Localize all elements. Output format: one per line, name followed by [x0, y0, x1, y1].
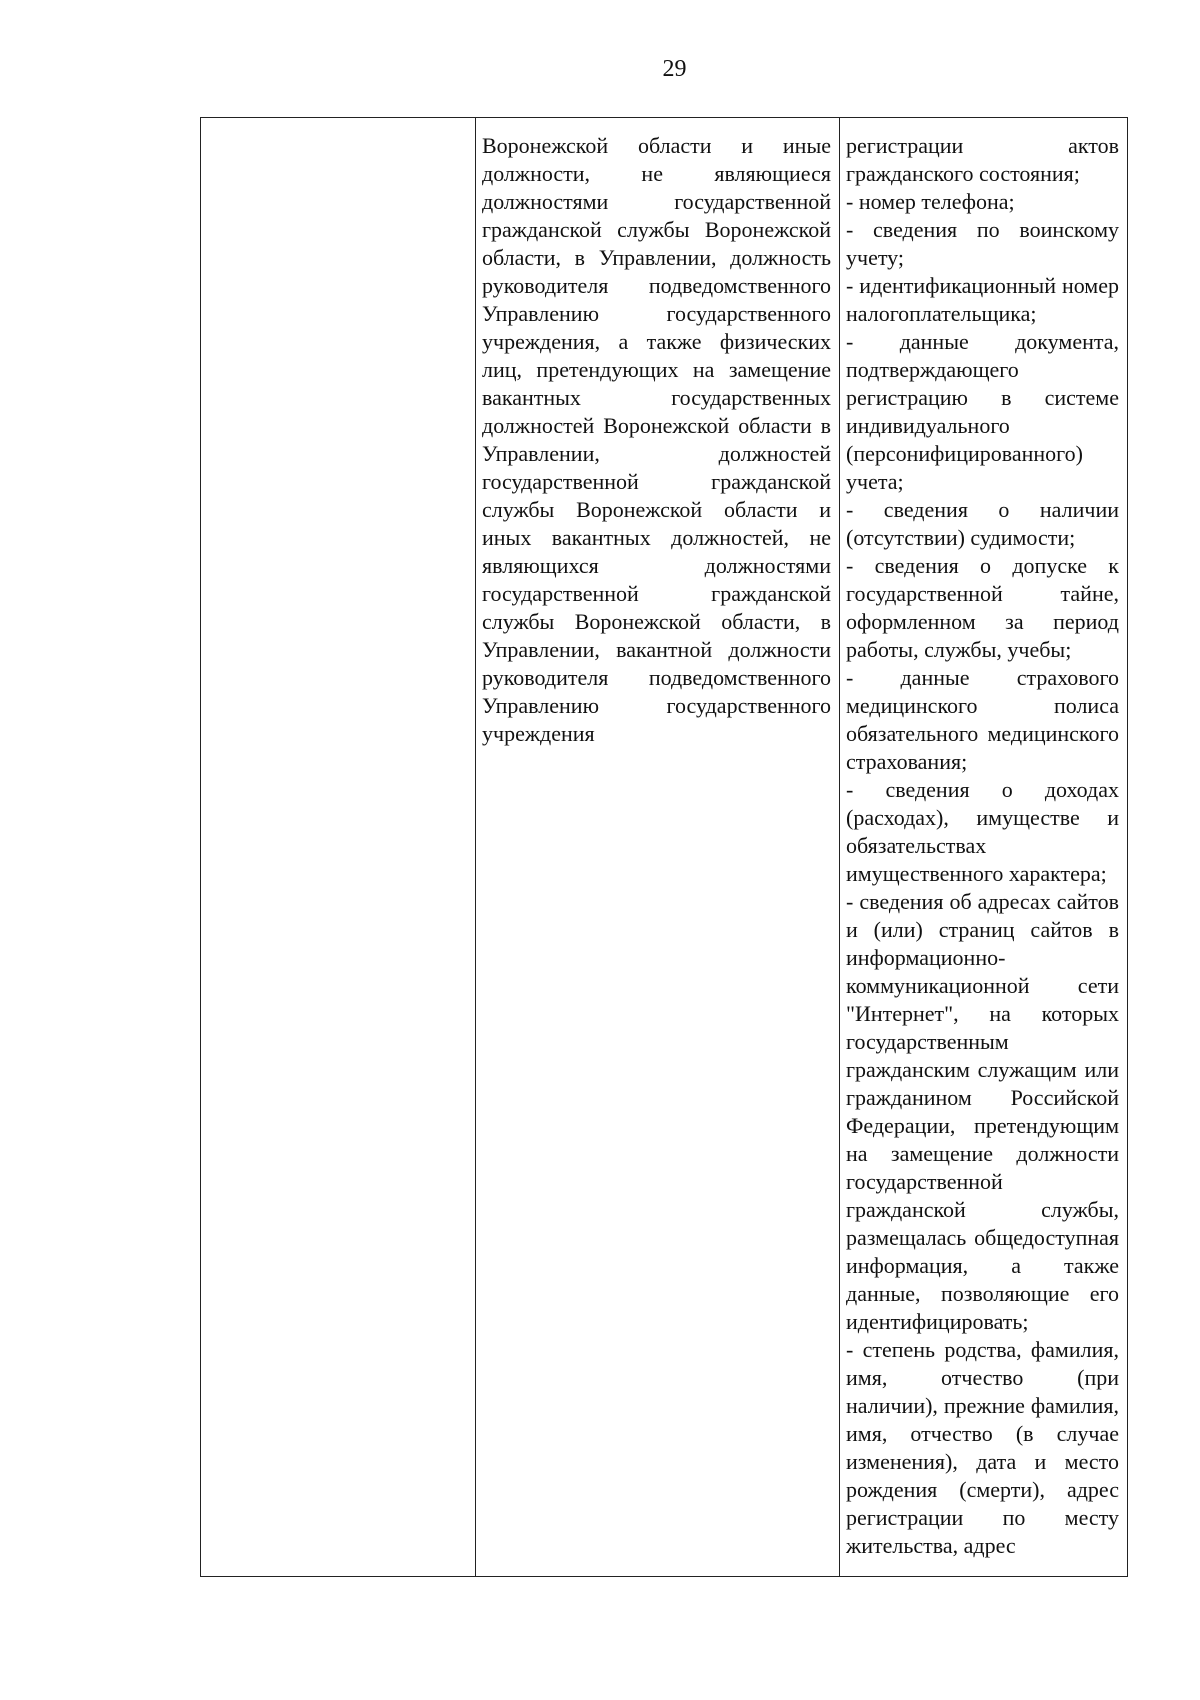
page-number: 29: [662, 56, 687, 82]
data-item: - сведения по воинскому учету;: [846, 217, 1119, 270]
data-item: - данные страхового медицинского полиса обязательного медицинского страхования;: [846, 665, 1119, 774]
table-cell-empty: [201, 118, 476, 1577]
table-row: [201, 118, 1128, 1577]
data-item: - идентификационный номер налогоплательщика;: [846, 273, 1119, 326]
data-item: - степень родства, фамилия, имя, отчество (при наличии), прежние фамилия, имя, отчество (в случае изменения), дата и место рождения (смерти), адрес регистрации по месту жительства, адрес: [846, 1337, 1119, 1558]
data-item: - номер телефона;: [846, 189, 1015, 214]
data-item: - данные документа, подтверждающего регистрацию в системе индивидуального (персонифицированного) учета;: [846, 329, 1119, 494]
data-item: регистрации актов гражданского состояния;: [846, 133, 1119, 186]
data-item: - сведения об адресах сайтов и (или) страниц сайтов в информационно-коммуникационной сети "Интернет", на которых государственным гражданским служащим или гражданином Российской Федерации, претендующим на замещение должности государственной гражданской службы, размещалась общедоступная информация, а также данные, позволяющие его идентифицировать;: [846, 889, 1119, 1334]
table-cell-positions: [476, 118, 840, 1577]
data-item: - сведения о допуске к государственной тайне, оформленном за период работы, службы, учебы;: [846, 553, 1119, 662]
document-table: [200, 117, 1128, 1577]
table-cell-personal-data: [840, 118, 1128, 1577]
data-item: - сведения о доходах (расходах), имуществе и обязательствах имущественного характера;: [846, 777, 1119, 886]
positions-text: Воронежской области и иные должности, не являющиеся должностями государственной гражданской службы Воронежской области, в Управлении, должность руководителя подведомственного Управлению государственного учреждения, а также физических лиц, претендующих на замещение вакантных государственных должностей Воронежской области в Управлении, должностей государственной гражданской службы Воронежской области и иных вакантных должностей, не являющихся должностями государственной гражданской службы Воронежской области, в Управлении, вакантной должности руководителя подведомственного Управлению государственного учреждения: [482, 133, 831, 746]
data-item: - сведения о наличии (отсутствии) судимости;: [846, 497, 1119, 550]
